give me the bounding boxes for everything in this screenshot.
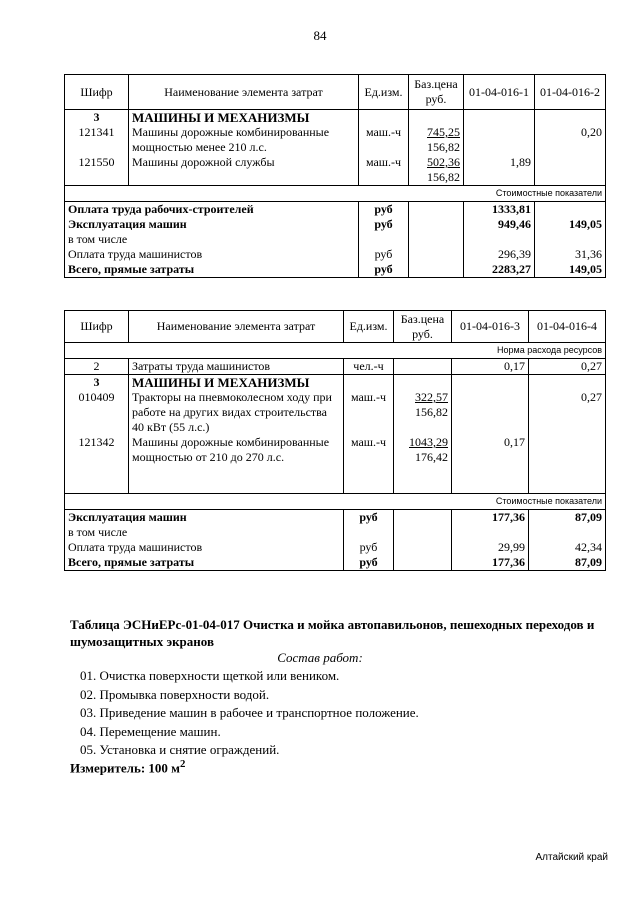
total-row <box>65 247 606 262</box>
note-row <box>65 343 606 359</box>
row-rate-3 <box>452 390 529 435</box>
row-rate-4: 0,27 <box>529 359 606 375</box>
price-top: 745,25 <box>427 125 460 139</box>
total-unit: руб <box>344 555 394 571</box>
total-rate-1: 949,46 <box>464 217 535 232</box>
row-rate-2: 0,20 <box>535 125 606 155</box>
total-row <box>65 555 606 571</box>
total-row <box>65 509 606 525</box>
total-rate-2: 149,05 <box>535 217 606 232</box>
col-header-unit: Ед.изм. <box>344 311 394 343</box>
table-row <box>65 125 606 155</box>
total-rate-2 <box>535 202 606 218</box>
price-bottom: 176,42 <box>415 450 448 464</box>
resource-norm-note: Норма расхода ресурсов <box>65 343 606 359</box>
price-bottom: 156,82 <box>427 140 460 154</box>
works-list <box>80 667 419 760</box>
list-item: 04. Перемещение машин. <box>80 723 221 739</box>
total-rate-3: 177,36 <box>452 509 529 525</box>
total-label: Оплата труда машинистов <box>65 540 344 555</box>
row-unit: чел.-ч <box>344 359 394 375</box>
total-label: Оплата труда рабочих-строителей <box>65 202 359 218</box>
total-rate-1: 296,39 <box>464 247 535 262</box>
cost-indicators-note: Стоимостные показатели <box>65 493 606 509</box>
total-row <box>65 540 606 555</box>
total-row <box>65 262 606 278</box>
row-rate-3: 0,17 <box>452 359 529 375</box>
row-rate-4 <box>529 435 606 493</box>
col-header-code: Шифр <box>65 75 129 110</box>
page-number: 84 <box>313 28 327 43</box>
row-code: 121550 <box>65 155 129 186</box>
section-number: 3 <box>65 110 129 126</box>
total-rate-4: 87,09 <box>529 509 606 525</box>
price-bottom: 156,82 <box>427 170 460 184</box>
table-title: Таблица ЭСНиЕРс-01-04-017 Очистка и мойка автопавильонов, пешеходных переходов и шумозащитных экранов <box>70 617 595 649</box>
total-rate-4: 87,09 <box>529 555 606 571</box>
row-rate-3: 0,17 <box>452 435 529 493</box>
price-bottom: 156,82 <box>415 405 448 419</box>
row-unit: маш.-ч <box>359 155 409 186</box>
region-footer: Алтайский край <box>535 852 608 863</box>
table-row <box>65 359 606 375</box>
price-top: 1043,29 <box>409 435 448 449</box>
section-row <box>65 375 606 391</box>
section-title: МАШИНЫ И МЕХАНИЗМЫ <box>129 110 359 126</box>
total-row <box>65 202 606 218</box>
row-rate-4: 0,27 <box>529 390 606 435</box>
col-header-rate-2: 01-04-016-2 <box>535 75 606 110</box>
section-number: 3 <box>65 375 129 391</box>
total-row <box>65 217 606 232</box>
row-rate-1 <box>464 125 535 155</box>
row-name: Машины дорожные комбинированные мощностью от 210 до 270 л.с. <box>129 435 344 493</box>
total-unit: руб <box>359 262 409 278</box>
total-row <box>65 232 606 247</box>
row-code: 121342 <box>65 435 129 493</box>
cost-table-1 <box>64 74 606 278</box>
col-header-code: Шифр <box>65 311 129 343</box>
row-name: Машины дорожной службы <box>129 155 359 186</box>
list-item: 03. Приведение машин в рабочее и транспортное положение. <box>80 705 419 720</box>
total-label: Оплата труда машинистов <box>65 247 359 262</box>
col-header-name: Наименование элемента затрат <box>129 311 344 343</box>
list-item: 02. Промывка поверхности водой. <box>80 686 270 702</box>
measurement-exponent: 2 <box>180 758 186 770</box>
total-rate-2: 149,05 <box>535 262 606 278</box>
note-row <box>65 493 606 509</box>
row-code: 010409 <box>65 390 129 435</box>
total-label: Всего, прямые затраты <box>65 262 359 278</box>
col-header-price: Баз.цена руб. <box>409 75 464 110</box>
col-header-rate-4: 01-04-016-4 <box>529 311 606 343</box>
row-name: Машины дорожные комбинированные мощностью менее 210 л.с. <box>129 125 359 155</box>
total-unit: руб <box>359 247 409 262</box>
col-header-rate-3: 01-04-016-3 <box>452 311 529 343</box>
row-unit: маш.-ч <box>359 125 409 155</box>
price-top: 322,57 <box>415 390 448 404</box>
section-row <box>65 110 606 126</box>
note-row <box>65 186 606 202</box>
col-header-name: Наименование элемента затрат <box>129 75 359 110</box>
total-label: Эксплуатация машин <box>65 509 344 525</box>
row-name: Затраты труда машинистов <box>129 359 344 375</box>
total-rate-1: 2283,27 <box>464 262 535 278</box>
col-header-unit: Ед.изм. <box>359 75 409 110</box>
list-item: 05. Установка и снятие ограждений. <box>80 742 280 757</box>
row-unit: маш.-ч <box>344 435 394 493</box>
measurement-label: Измеритель: 100 м <box>70 760 181 776</box>
total-row <box>65 525 606 540</box>
col-header-price: Баз.цена руб. <box>394 311 452 343</box>
measurement-unit <box>70 758 185 776</box>
total-rate-3: 177,36 <box>452 555 529 571</box>
total-rate-4: 42,34 <box>529 540 606 555</box>
row-unit: маш.-ч <box>344 390 394 435</box>
total-rate-1: 1333,81 <box>464 202 535 218</box>
table-row <box>65 155 606 186</box>
table-row <box>65 435 606 493</box>
cost-indicators-note: Стоимостные показатели <box>65 186 606 202</box>
total-label: в том числе <box>65 525 344 540</box>
total-label: в том числе <box>65 232 359 247</box>
works-title: Состав работ: <box>277 650 363 665</box>
row-rate-2 <box>535 155 606 186</box>
cost-table-2 <box>64 310 606 571</box>
total-unit: руб <box>344 509 394 525</box>
total-label: Всего, прямые затраты <box>65 555 344 571</box>
total-unit: руб <box>344 540 394 555</box>
total-unit: руб <box>359 202 409 218</box>
col-header-rate-1: 01-04-016-1 <box>464 75 535 110</box>
total-label: Эксплуатация машин <box>65 217 359 232</box>
total-rate-3: 29,99 <box>452 540 529 555</box>
total-unit: руб <box>359 217 409 232</box>
section-title: МАШИНЫ И МЕХАНИЗМЫ <box>129 375 344 391</box>
row-code: 2 <box>65 359 129 375</box>
row-rate-1: 1,89 <box>464 155 535 186</box>
row-name: Тракторы на пневмоколесном ходу при работе на других видах строительства 40 кВт (55 л.с.) <box>129 390 344 435</box>
list-item: 01. Очистка поверхности щеткой или веником. <box>80 668 340 683</box>
table-row <box>65 390 606 435</box>
price-top: 502,36 <box>427 155 460 169</box>
row-code: 121341 <box>65 125 129 155</box>
total-rate-2: 31,36 <box>535 247 606 262</box>
